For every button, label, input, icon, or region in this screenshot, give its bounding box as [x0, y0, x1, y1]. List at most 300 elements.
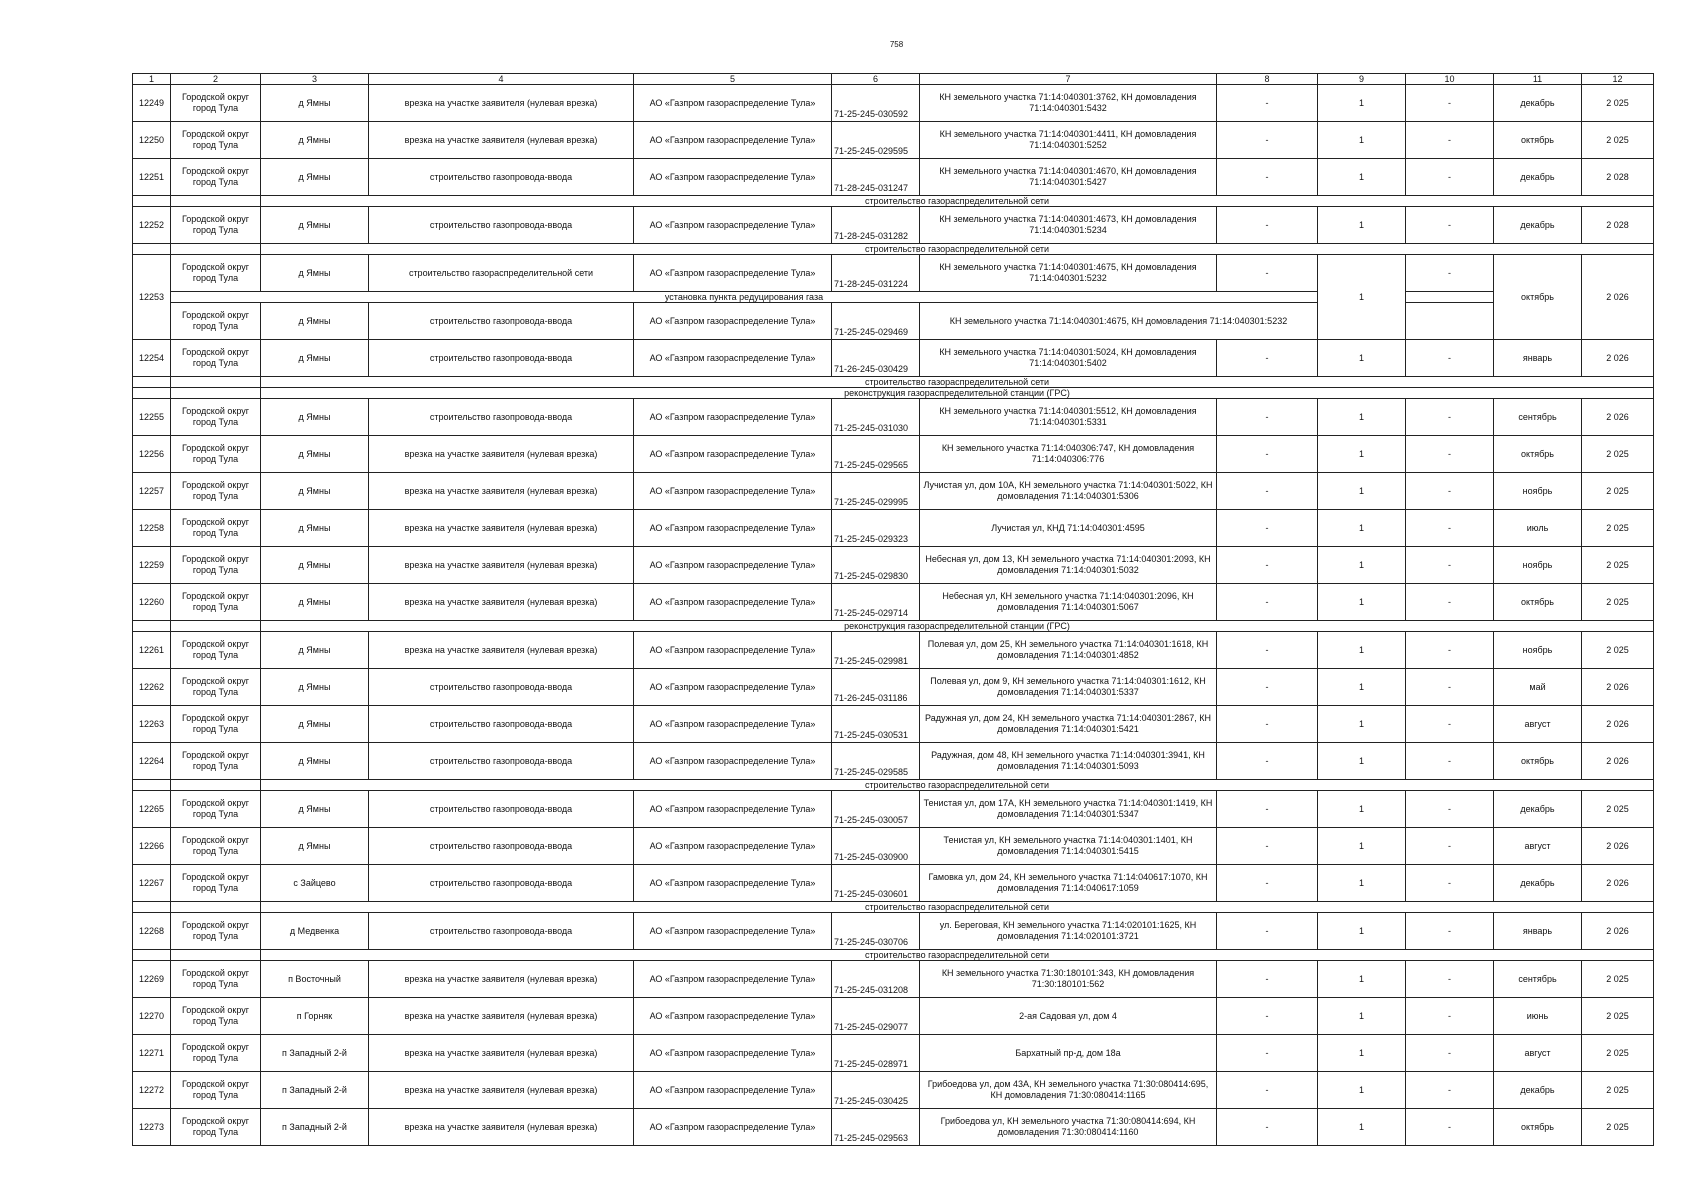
locality-cell: д Ямны	[261, 828, 369, 865]
code-cell: 71-25-245-029981	[832, 632, 920, 669]
row-number: 12252	[133, 207, 171, 244]
code-cell: 71-25-245-029323	[832, 510, 920, 547]
description-cell: КН земельного участка 71:14:040301:5512, КН домовладения 71:14:040301:5331	[920, 399, 1217, 436]
row-number: 12267	[133, 865, 171, 902]
year-cell: 2 025	[1582, 85, 1654, 122]
row-number: 12258	[133, 510, 171, 547]
locality-cell: д Ямны	[261, 584, 369, 621]
work-type-cell: строительство газопровода-ввода	[369, 399, 634, 436]
table-row	[133, 85, 1654, 122]
description-cell: Грибоедова ул, КН земельного участка 71:30:080414:694, КН домовладения 71:30:080414:1160	[920, 1109, 1217, 1146]
work-type-cell: врезка на участке заявителя (нулевая врезка)	[369, 1109, 634, 1146]
code-cell: 71-25-245-029469	[832, 303, 920, 340]
locality-cell: д Ямны	[261, 85, 369, 122]
organization-cell: АО «Газпром газораспределение Тула»	[634, 1035, 832, 1072]
subsection-row	[133, 902, 1654, 913]
row-number: 12264	[133, 743, 171, 780]
row-number: 12270	[133, 998, 171, 1035]
row-number: 12271	[133, 1035, 171, 1072]
empty-cell	[133, 377, 171, 388]
col10-cell: -	[1406, 1109, 1494, 1146]
description-cell: КН земельного участка 71:30:180101:343, КН домовладения 71:30:180101:562	[920, 961, 1217, 998]
year-cell: 2 026	[1582, 743, 1654, 780]
table-body	[133, 74, 1654, 1146]
col10-cell: -	[1406, 865, 1494, 902]
empty-cell	[133, 780, 171, 791]
subsection-label: реконструкция газораспределительной станции (ГРС)	[261, 388, 1654, 399]
subsection-label: реконструкция газораспределительной станции (ГРС)	[261, 621, 1654, 632]
locality-cell: с Зайцево	[261, 865, 369, 902]
year-cell: 2 026	[1582, 913, 1654, 950]
col8-cell: -	[1217, 547, 1318, 584]
year-cell: 2 025	[1582, 122, 1654, 159]
description-cell: Тенистая ул, КН земельного участка 71:14:040301:1401, КН домовладения 71:14:040301:5415	[920, 828, 1217, 865]
table-row	[133, 303, 1654, 340]
month-cell: декабрь	[1494, 865, 1582, 902]
organization-cell: АО «Газпром газораспределение Тула»	[634, 584, 832, 621]
description-cell: Бархатный пр-д, дом 18а	[920, 1035, 1217, 1072]
organization-cell: АО «Газпром газораспределение Тула»	[634, 1109, 832, 1146]
work-type-cell: врезка на участке заявителя (нулевая врезка)	[369, 961, 634, 998]
code-cell: 71-25-245-029995	[832, 473, 920, 510]
col9-cell: 1	[1318, 436, 1406, 473]
col10-cell: -	[1406, 436, 1494, 473]
month-cell: июль	[1494, 510, 1582, 547]
district-cell: Городской округ город Тула	[171, 1109, 261, 1146]
header-row	[133, 74, 1654, 85]
district-cell: Городской округ город Тула	[171, 340, 261, 377]
empty-cell	[171, 621, 261, 632]
col8-cell: -	[1217, 706, 1318, 743]
empty-cell	[171, 377, 261, 388]
row-number: 12263	[133, 706, 171, 743]
organization-cell: АО «Газпром газораспределение Тула»	[634, 791, 832, 828]
year-cell: 2 025	[1582, 961, 1654, 998]
code-cell: 71-25-245-029585	[832, 743, 920, 780]
month-cell: июнь	[1494, 998, 1582, 1035]
col8-cell: -	[1217, 743, 1318, 780]
district-cell: Городской округ город Тула	[171, 207, 261, 244]
work-type-cell: врезка на участке заявителя (нулевая врезка)	[369, 547, 634, 584]
col9-cell: 1	[1318, 706, 1406, 743]
subsection-row	[133, 196, 1654, 207]
col9-cell: 1	[1318, 85, 1406, 122]
organization-cell: АО «Газпром газораспределение Тула»	[634, 340, 832, 377]
description-cell: 2-ая Садовая ул, дом 4	[920, 998, 1217, 1035]
table-row	[133, 632, 1654, 669]
subsection-label: установка пункта редуцирования газа	[171, 292, 1318, 303]
description-cell: КН земельного участка 71:14:040306:747, КН домовладения 71:14:040306:776	[920, 436, 1217, 473]
district-cell: Городской округ город Тула	[171, 791, 261, 828]
col8-cell: -	[1217, 159, 1318, 196]
col8-cell: -	[1217, 669, 1318, 706]
header-cell: 8	[1217, 74, 1318, 85]
code-cell: 71-25-245-029830	[832, 547, 920, 584]
col8-cell: -	[1217, 632, 1318, 669]
header-cell: 10	[1406, 74, 1494, 85]
table-row	[133, 1035, 1654, 1072]
subsection-row	[133, 377, 1654, 388]
code-cell: 71-25-245-030057	[832, 791, 920, 828]
row-number: 12255	[133, 399, 171, 436]
year-cell: 2 025	[1582, 998, 1654, 1035]
col10-cell: -	[1406, 1035, 1494, 1072]
col8-cell: -	[1217, 436, 1318, 473]
work-type-cell: врезка на участке заявителя (нулевая врезка)	[369, 1035, 634, 1072]
description-cell: Тенистая ул, дом 17А, КН земельного участка 71:14:040301:1419, КН домовладения 71:14:040301:5347	[920, 791, 1217, 828]
col9-cell: 1	[1318, 159, 1406, 196]
code-cell: 71-25-245-031030	[832, 399, 920, 436]
district-cell: Городской округ город Тула	[171, 1072, 261, 1109]
col9-cell: 1	[1318, 791, 1406, 828]
work-type-cell: строительство газопровода-ввода	[369, 743, 634, 780]
header-cell: 4	[369, 74, 634, 85]
col8-cell: -	[1217, 122, 1318, 159]
table-row	[133, 473, 1654, 510]
year-cell: 2 025	[1582, 1109, 1654, 1146]
empty-cell	[1406, 292, 1494, 303]
locality-cell: д Ямны	[261, 207, 369, 244]
table-row	[133, 255, 1654, 292]
description-cell: Грибоедова ул, дом 43А, КН земельного участка 71:30:080414:695, КН домовладения 71:30:080414:1165	[920, 1072, 1217, 1109]
table-row	[133, 510, 1654, 547]
col9-cell: 1	[1318, 1109, 1406, 1146]
subsection-label: строительство газораспределительной сети	[261, 950, 1654, 961]
row-number: 12250	[133, 122, 171, 159]
work-type-cell: строительство газопровода-ввода	[369, 706, 634, 743]
col8-cell: -	[1217, 207, 1318, 244]
district-cell: Городской округ город Тула	[171, 122, 261, 159]
empty-cell	[133, 621, 171, 632]
year-cell: 2 025	[1582, 510, 1654, 547]
year-cell: 2 026	[1582, 255, 1654, 340]
header-cell: 12	[1582, 74, 1654, 85]
organization-cell: АО «Газпром газораспределение Тула»	[634, 913, 832, 950]
col10-cell: -	[1406, 743, 1494, 780]
code-cell: 71-25-245-029714	[832, 584, 920, 621]
month-cell: сентябрь	[1494, 399, 1582, 436]
table-row	[133, 998, 1654, 1035]
year-cell: 2 026	[1582, 706, 1654, 743]
subsection-row	[133, 780, 1654, 791]
empty-cell	[133, 388, 171, 399]
locality-cell: п Западный 2-й	[261, 1109, 369, 1146]
empty-cell	[133, 902, 171, 913]
organization-cell: АО «Газпром газораспределение Тула»	[634, 961, 832, 998]
table-row	[133, 1109, 1654, 1146]
locality-cell: д Ямны	[261, 122, 369, 159]
month-cell: декабрь	[1494, 159, 1582, 196]
col9-cell: 1	[1318, 743, 1406, 780]
col8-cell: -	[1217, 1035, 1318, 1072]
organization-cell: АО «Газпром газораспределение Тула»	[634, 743, 832, 780]
work-type-cell: врезка на участке заявителя (нулевая врезка)	[369, 584, 634, 621]
table-row	[133, 865, 1654, 902]
description-cell: КН земельного участка 71:14:040301:4675, КН домовладения 71:14:040301:5232	[920, 303, 1318, 340]
month-cell: ноябрь	[1494, 632, 1582, 669]
work-type-cell: строительство газопровода-ввода	[369, 207, 634, 244]
district-cell: Городской округ город Тула	[171, 473, 261, 510]
header-cell: 1	[133, 74, 171, 85]
month-cell: январь	[1494, 913, 1582, 950]
table-row	[133, 913, 1654, 950]
table-row	[133, 828, 1654, 865]
col10-cell: -	[1406, 547, 1494, 584]
subsection-label: строительство газораспределительной сети	[261, 377, 1654, 388]
table-row	[133, 791, 1654, 828]
description-cell: КН земельного участка 71:14:040301:5024, КН домовладения 71:14:040301:5402	[920, 340, 1217, 377]
code-cell: 71-25-245-030531	[832, 706, 920, 743]
work-type-cell: строительство газопровода-ввода	[369, 828, 634, 865]
district-cell: Городской округ город Тула	[171, 436, 261, 473]
description-cell: Лучистая ул, КНД 71:14:040301:4595	[920, 510, 1217, 547]
col8-cell: -	[1217, 473, 1318, 510]
col9-cell: 1	[1318, 1072, 1406, 1109]
page-number: 758	[889, 40, 904, 49]
code-cell: 71-25-245-029595	[832, 122, 920, 159]
subsection-row	[133, 244, 1654, 255]
col8-cell: -	[1217, 510, 1318, 547]
locality-cell: п Западный 2-й	[261, 1072, 369, 1109]
col8-cell: -	[1217, 913, 1318, 950]
locality-cell: д Ямны	[261, 706, 369, 743]
locality-cell: д Ямны	[261, 399, 369, 436]
locality-cell: д Ямны	[261, 791, 369, 828]
col9-cell: 1	[1318, 510, 1406, 547]
organization-cell: АО «Газпром газораспределение Тула»	[634, 399, 832, 436]
row-number: 12265	[133, 791, 171, 828]
organization-cell: АО «Газпром газораспределение Тула»	[634, 85, 832, 122]
empty-cell	[171, 388, 261, 399]
row-number: 12273	[133, 1109, 171, 1146]
description-cell: Лучистая ул, дом 10А, КН земельного участка 71:14:040301:5022, КН домовладения 71:14:040301:5306	[920, 473, 1217, 510]
row-number: 12269	[133, 961, 171, 998]
month-cell: октябрь	[1494, 584, 1582, 621]
col9-cell: 1	[1318, 473, 1406, 510]
code-cell: 71-25-245-029077	[832, 998, 920, 1035]
locality-cell: п Западный 2-й	[261, 1035, 369, 1072]
organization-cell: АО «Газпром газораспределение Тула»	[634, 828, 832, 865]
row-number: 12253	[133, 255, 171, 340]
district-cell: Городской округ город Тула	[171, 159, 261, 196]
col10-cell: -	[1406, 828, 1494, 865]
month-cell: ноябрь	[1494, 473, 1582, 510]
organization-cell: АО «Газпром газораспределение Тула»	[634, 510, 832, 547]
header-cell: 7	[920, 74, 1217, 85]
table-row	[133, 159, 1654, 196]
description-cell: КН земельного участка 71:14:040301:4670, КН домовладения 71:14:040301:5427	[920, 159, 1217, 196]
work-type-cell: строительство газораспределительной сети	[369, 255, 634, 292]
col9-cell: 1	[1318, 1035, 1406, 1072]
year-cell: 2 025	[1582, 1035, 1654, 1072]
col8-cell: -	[1217, 791, 1318, 828]
month-cell: октябрь	[1494, 122, 1582, 159]
year-cell: 2 026	[1582, 828, 1654, 865]
empty-cell	[171, 244, 261, 255]
col9-cell: 1	[1318, 584, 1406, 621]
col8-cell: -	[1217, 1109, 1318, 1146]
organization-cell: АО «Газпром газораспределение Тула»	[634, 207, 832, 244]
row-number: 12266	[133, 828, 171, 865]
code-cell: 71-25-245-031208	[832, 961, 920, 998]
header-cell: 11	[1494, 74, 1582, 85]
work-type-cell: строительство газопровода-ввода	[369, 791, 634, 828]
col10-cell: -	[1406, 473, 1494, 510]
col10-cell: -	[1406, 632, 1494, 669]
locality-cell: д Ямны	[261, 436, 369, 473]
table-row	[133, 122, 1654, 159]
organization-cell: АО «Газпром газораспределение Тула»	[634, 632, 832, 669]
row-number: 12259	[133, 547, 171, 584]
description-cell: ул. Береговая, КН земельного участка 71:14:020101:1625, КН домовладения 71:14:020101:3721	[920, 913, 1217, 950]
year-cell: 2 025	[1582, 547, 1654, 584]
locality-cell: д Ямны	[261, 743, 369, 780]
table-row	[133, 207, 1654, 244]
organization-cell: АО «Газпром газораспределение Тула»	[634, 998, 832, 1035]
empty-cell	[171, 196, 261, 207]
empty-cell	[133, 950, 171, 961]
locality-cell: д Ямны	[261, 547, 369, 584]
col10-cell: -	[1406, 791, 1494, 828]
district-cell: Городской округ город Тула	[171, 998, 261, 1035]
locality-cell: д Ямны	[261, 473, 369, 510]
empty-cell	[1406, 303, 1494, 340]
row-number: 12261	[133, 632, 171, 669]
organization-cell: АО «Газпром газораспределение Тула»	[634, 669, 832, 706]
year-cell: 2 025	[1582, 584, 1654, 621]
col8-cell: -	[1217, 828, 1318, 865]
district-cell: Городской округ город Тула	[171, 255, 261, 292]
col9-cell: 1	[1318, 122, 1406, 159]
code-cell: 71-25-245-030601	[832, 865, 920, 902]
col8-cell: -	[1217, 865, 1318, 902]
year-cell: 2 026	[1582, 865, 1654, 902]
locality-cell: д Ямны	[261, 632, 369, 669]
month-cell: август	[1494, 828, 1582, 865]
header-cell: 6	[832, 74, 920, 85]
subsection-label: строительство газораспределительной сети	[261, 902, 1654, 913]
code-cell: 71-28-245-031282	[832, 207, 920, 244]
organization-cell: АО «Газпром газораспределение Тула»	[634, 122, 832, 159]
locality-cell: п Горняк	[261, 998, 369, 1035]
month-cell: сентябрь	[1494, 961, 1582, 998]
code-cell: 71-25-245-030592	[832, 85, 920, 122]
month-cell: декабрь	[1494, 207, 1582, 244]
col10-cell: -	[1406, 122, 1494, 159]
locality-cell: д Ямны	[261, 159, 369, 196]
row-number: 12260	[133, 584, 171, 621]
month-cell: декабрь	[1494, 1072, 1582, 1109]
organization-cell: АО «Газпром газораспределение Тула»	[634, 303, 832, 340]
table-row	[133, 706, 1654, 743]
work-type-cell: врезка на участке заявителя (нулевая врезка)	[369, 1072, 634, 1109]
empty-cell	[133, 244, 171, 255]
district-cell: Городской округ город Тула	[171, 961, 261, 998]
description-cell: Радужная ул, дом 24, КН земельного участка 71:14:040301:2867, КН домовладения 71:14:040301:5421	[920, 706, 1217, 743]
year-cell: 2 028	[1582, 159, 1654, 196]
table-row	[133, 436, 1654, 473]
organization-cell: АО «Газпром газораспределение Тула»	[634, 547, 832, 584]
district-cell: Городской округ город Тула	[171, 669, 261, 706]
row-number: 12254	[133, 340, 171, 377]
month-cell: август	[1494, 1035, 1582, 1072]
district-cell: Городской округ город Тула	[171, 399, 261, 436]
col10-cell: -	[1406, 1072, 1494, 1109]
col10-cell: -	[1406, 913, 1494, 950]
code-cell: 71-26-245-030429	[832, 340, 920, 377]
work-type-cell: строительство газопровода-ввода	[369, 913, 634, 950]
header-cell: 3	[261, 74, 369, 85]
col10-cell: -	[1406, 998, 1494, 1035]
register-table	[132, 73, 1654, 1146]
year-cell: 2 025	[1582, 632, 1654, 669]
col8-cell: -	[1217, 340, 1318, 377]
district-cell: Городской округ город Тула	[171, 865, 261, 902]
description-cell: КН земельного участка 71:14:040301:4411, КН домовладения 71:14:040301:5252	[920, 122, 1217, 159]
work-type-cell: врезка на участке заявителя (нулевая врезка)	[369, 510, 634, 547]
code-cell: 71-25-245-030425	[832, 1072, 920, 1109]
work-type-cell: врезка на участке заявителя (нулевая врезка)	[369, 632, 634, 669]
work-type-cell: строительство газопровода-ввода	[369, 669, 634, 706]
district-cell: Городской округ город Тула	[171, 584, 261, 621]
subsection-row	[133, 292, 1654, 303]
col10-cell: -	[1406, 510, 1494, 547]
organization-cell: АО «Газпром газораспределение Тула»	[634, 159, 832, 196]
col9-cell: 1	[1318, 207, 1406, 244]
district-cell: Городской округ город Тула	[171, 632, 261, 669]
subsection-label: строительство газораспределительной сети	[261, 780, 1654, 791]
col8-cell: -	[1217, 961, 1318, 998]
row-number: 12249	[133, 85, 171, 122]
header-cell: 5	[634, 74, 832, 85]
col8-cell: -	[1217, 1072, 1318, 1109]
description-cell: КН земельного участка 71:14:040301:4673, КН домовладения 71:14:040301:5234	[920, 207, 1217, 244]
month-cell: октябрь	[1494, 255, 1582, 340]
district-cell: Городской округ город Тула	[171, 1035, 261, 1072]
subsection-label: строительство газораспределительной сети	[261, 244, 1654, 255]
col10-cell: -	[1406, 159, 1494, 196]
description-cell: Радужная, дом 48, КН земельного участка 71:14:040301:3941, КН домовладения 71:14:040301:5093	[920, 743, 1217, 780]
locality-cell: д Ямны	[261, 303, 369, 340]
table-row	[133, 399, 1654, 436]
code-cell: 71-25-245-030706	[832, 913, 920, 950]
col10-cell: -	[1406, 85, 1494, 122]
year-cell: 2 025	[1582, 436, 1654, 473]
organization-cell: АО «Газпром газораспределение Тула»	[634, 473, 832, 510]
code-cell: 71-25-245-029563	[832, 1109, 920, 1146]
table-row	[133, 743, 1654, 780]
work-type-cell: строительство газопровода-ввода	[369, 303, 634, 340]
table-row	[133, 961, 1654, 998]
month-cell: май	[1494, 669, 1582, 706]
year-cell: 2 025	[1582, 791, 1654, 828]
col8-cell: -	[1217, 399, 1318, 436]
organization-cell: АО «Газпром газораспределение Тула»	[634, 436, 832, 473]
col10-cell: -	[1406, 340, 1494, 377]
code-cell: 71-26-245-031186	[832, 669, 920, 706]
col9-cell: 1	[1318, 340, 1406, 377]
col8-cell: -	[1217, 85, 1318, 122]
month-cell: октябрь	[1494, 436, 1582, 473]
year-cell: 2 025	[1582, 1072, 1654, 1109]
district-cell: Городской округ город Тула	[171, 913, 261, 950]
col10-cell: -	[1406, 706, 1494, 743]
empty-cell	[171, 902, 261, 913]
work-type-cell: врезка на участке заявителя (нулевая врезка)	[369, 122, 634, 159]
col8-cell: -	[1217, 255, 1318, 292]
col9-cell: 1	[1318, 399, 1406, 436]
col10-cell: -	[1406, 669, 1494, 706]
